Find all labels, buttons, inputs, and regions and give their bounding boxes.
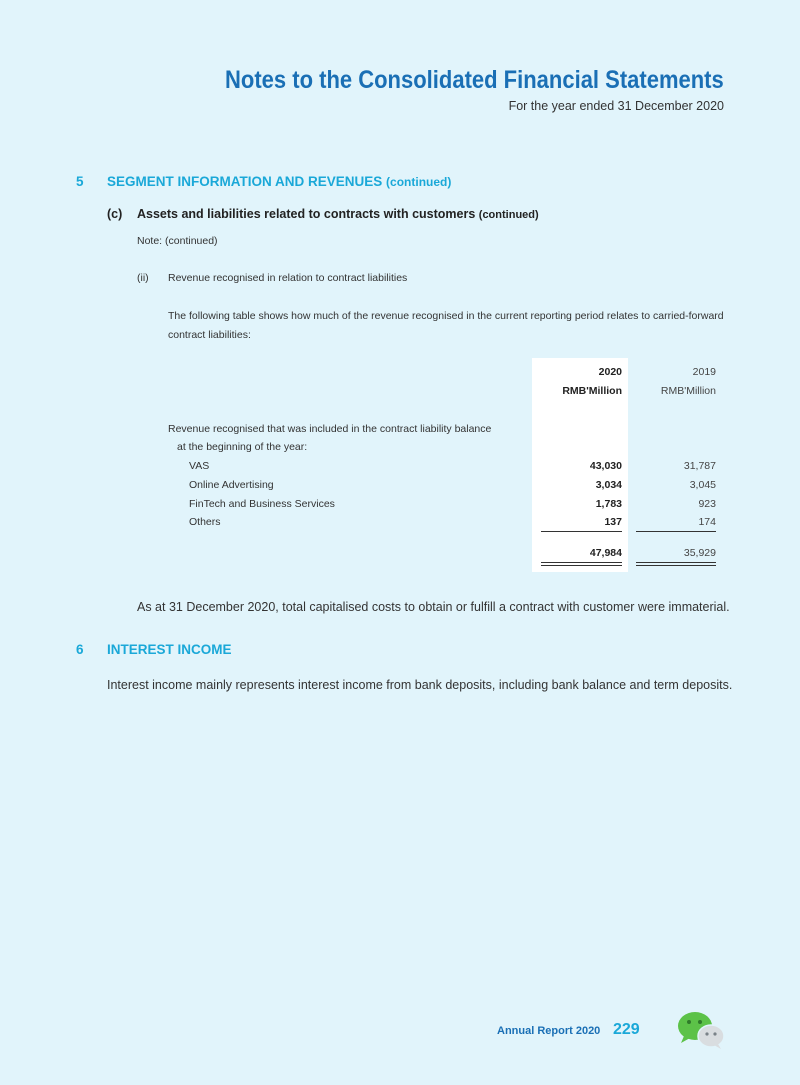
section-6-title: INTEREST INCOME [107, 642, 232, 657]
subsection-c-letter: (c) [107, 207, 123, 221]
paragraph-line-2: contract liabilities: [168, 329, 251, 341]
table-row-value-2020: 43,030 [589, 460, 622, 472]
column-header-2019: 2019 [692, 366, 716, 378]
page-title: Notes to the Consolidated Financial Statements [225, 66, 724, 94]
table-row-label: Online Advertising [189, 479, 274, 491]
chat-bubbles-logo-icon [676, 1010, 726, 1050]
item-ii-number: (ii) [137, 272, 149, 284]
total-double-rule-2020-top [541, 562, 622, 563]
table-row-label: Others [189, 516, 221, 528]
unit-2020: RMB'Million [562, 385, 622, 397]
column-header-2020: 2020 [598, 366, 622, 378]
footer-report-label: Annual Report 2020 [497, 1025, 601, 1037]
section-6-body: Interest income mainly represents interest income from bank deposits, including bank balance and term deposits. [107, 678, 733, 692]
table-row-label: VAS [189, 460, 210, 472]
section-6-number: 6 [76, 642, 84, 657]
table-label-line-1: Revenue recognised that was included in the contract liability balance [168, 423, 492, 435]
total-double-rule-2019-top [636, 562, 716, 563]
section-5-number: 5 [76, 174, 84, 189]
total-double-rule-2019-bottom [636, 565, 716, 566]
item-ii-title: Revenue recognised in relation to contract liabilities [168, 272, 408, 284]
subtotal-rule-2019 [636, 531, 716, 532]
table-total-2019: 35,929 [683, 547, 716, 559]
closing-note: As at 31 December 2020, total capitalised costs to obtain or fulfill a contract with customer were immaterial. [137, 600, 730, 614]
table-row-label: FinTech and Business Services [189, 498, 335, 510]
table-row-value-2019: 923 [698, 498, 716, 510]
table-label-line-2: at the beginning of the year: [177, 441, 308, 453]
table-row-value-2020: 137 [604, 516, 622, 528]
total-double-rule-2020-bottom [541, 565, 622, 566]
subsection-c-continued: (continued) [478, 209, 539, 221]
table-row-value-2019: 174 [698, 516, 716, 528]
table-row-value-2020: 3,034 [595, 479, 622, 491]
paragraph-line-1: The following table shows how much of the revenue recognised in the current reporting period relates to carried-forward [168, 310, 724, 322]
page-subtitle: For the year ended 31 December 2020 [508, 99, 724, 113]
table-row-value-2019: 3,045 [689, 479, 716, 491]
section-5-continued: (continued) [386, 175, 452, 189]
table-total-2020: 47,984 [589, 547, 622, 559]
subtotal-rule-2020 [541, 531, 622, 532]
table-row-value-2019: 31,787 [683, 460, 716, 472]
subsection-c-heading [137, 207, 539, 221]
section-5-heading [107, 174, 451, 189]
table-row-value-2020: 1,783 [595, 498, 622, 510]
note-label: Note: (continued) [137, 235, 218, 247]
section-5-title: SEGMENT INFORMATION AND REVENUES [107, 174, 383, 189]
page-number: 229 [613, 1021, 640, 1038]
unit-2019: RMB'Million [660, 385, 716, 397]
subsection-c-title: Assets and liabilities related to contracts with customers [137, 207, 476, 221]
